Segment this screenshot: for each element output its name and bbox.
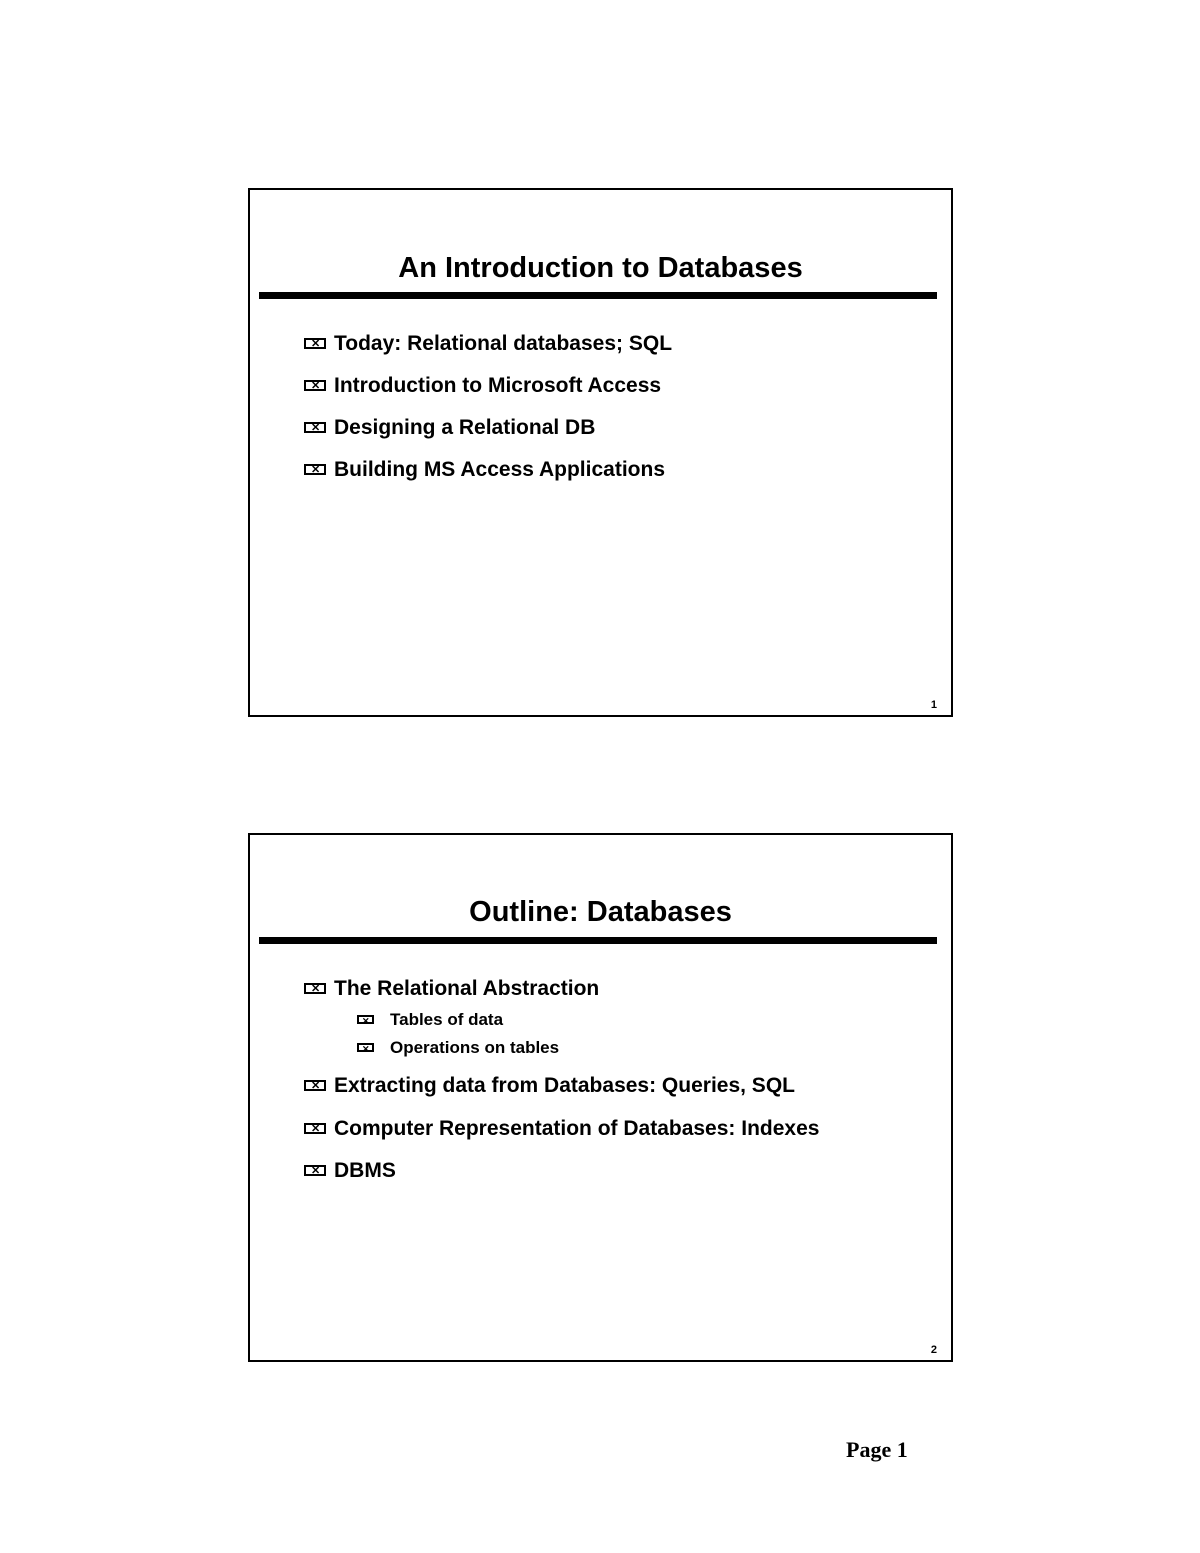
slide-1	[248, 188, 953, 717]
bullet-item	[304, 1159, 396, 1183]
bullet-item	[304, 977, 599, 1001]
bullet-icon	[357, 1015, 374, 1024]
sub-bullet-item	[357, 1008, 503, 1032]
bullet-icon	[304, 983, 326, 994]
bullet-text: Designing a Relational DB	[334, 416, 596, 439]
bullet-icon	[304, 464, 326, 475]
bullet-item	[304, 332, 672, 356]
bullet-text: DBMS	[334, 1159, 396, 1182]
bullet-text: Operations on tables	[390, 1038, 560, 1057]
bullet-icon	[304, 380, 326, 391]
bullet-text: Building MS Access Applications	[334, 458, 665, 481]
page-label: Page 1	[846, 1437, 908, 1462]
bullet-text: Computer Representation of Databases: Indexes	[334, 1117, 820, 1140]
bullet-icon	[304, 1080, 326, 1091]
bullet-icon	[304, 338, 326, 349]
slide-number: 1	[930, 699, 937, 711]
slide-number: 2	[930, 1344, 937, 1356]
bullet-item	[304, 374, 661, 398]
bullet-text: Introduction to Microsoft Access	[334, 374, 662, 397]
bullet-text: The Relational Abstraction	[334, 977, 600, 1000]
sub-bullet-item	[357, 1036, 559, 1060]
bullet-text: Today: Relational databases; SQL	[334, 332, 673, 355]
title-rule	[259, 292, 937, 299]
bullet-item	[304, 1074, 795, 1098]
slide-title: Outline: Databases	[469, 896, 732, 928]
bullet-icon	[357, 1043, 374, 1052]
bullet-item	[304, 458, 665, 482]
bullet-text: Tables of data	[390, 1010, 504, 1029]
title-rule	[259, 937, 937, 944]
bullet-item	[304, 416, 595, 440]
bullet-icon	[304, 1123, 326, 1134]
slide-title: An Introduction to Databases	[398, 252, 803, 284]
bullet-icon	[304, 1165, 326, 1176]
slide-2	[248, 833, 953, 1362]
bullet-text: Extracting data from Databases: Queries, SQL	[334, 1074, 795, 1097]
bullet-item	[304, 1117, 819, 1141]
bullet-icon	[304, 422, 326, 433]
